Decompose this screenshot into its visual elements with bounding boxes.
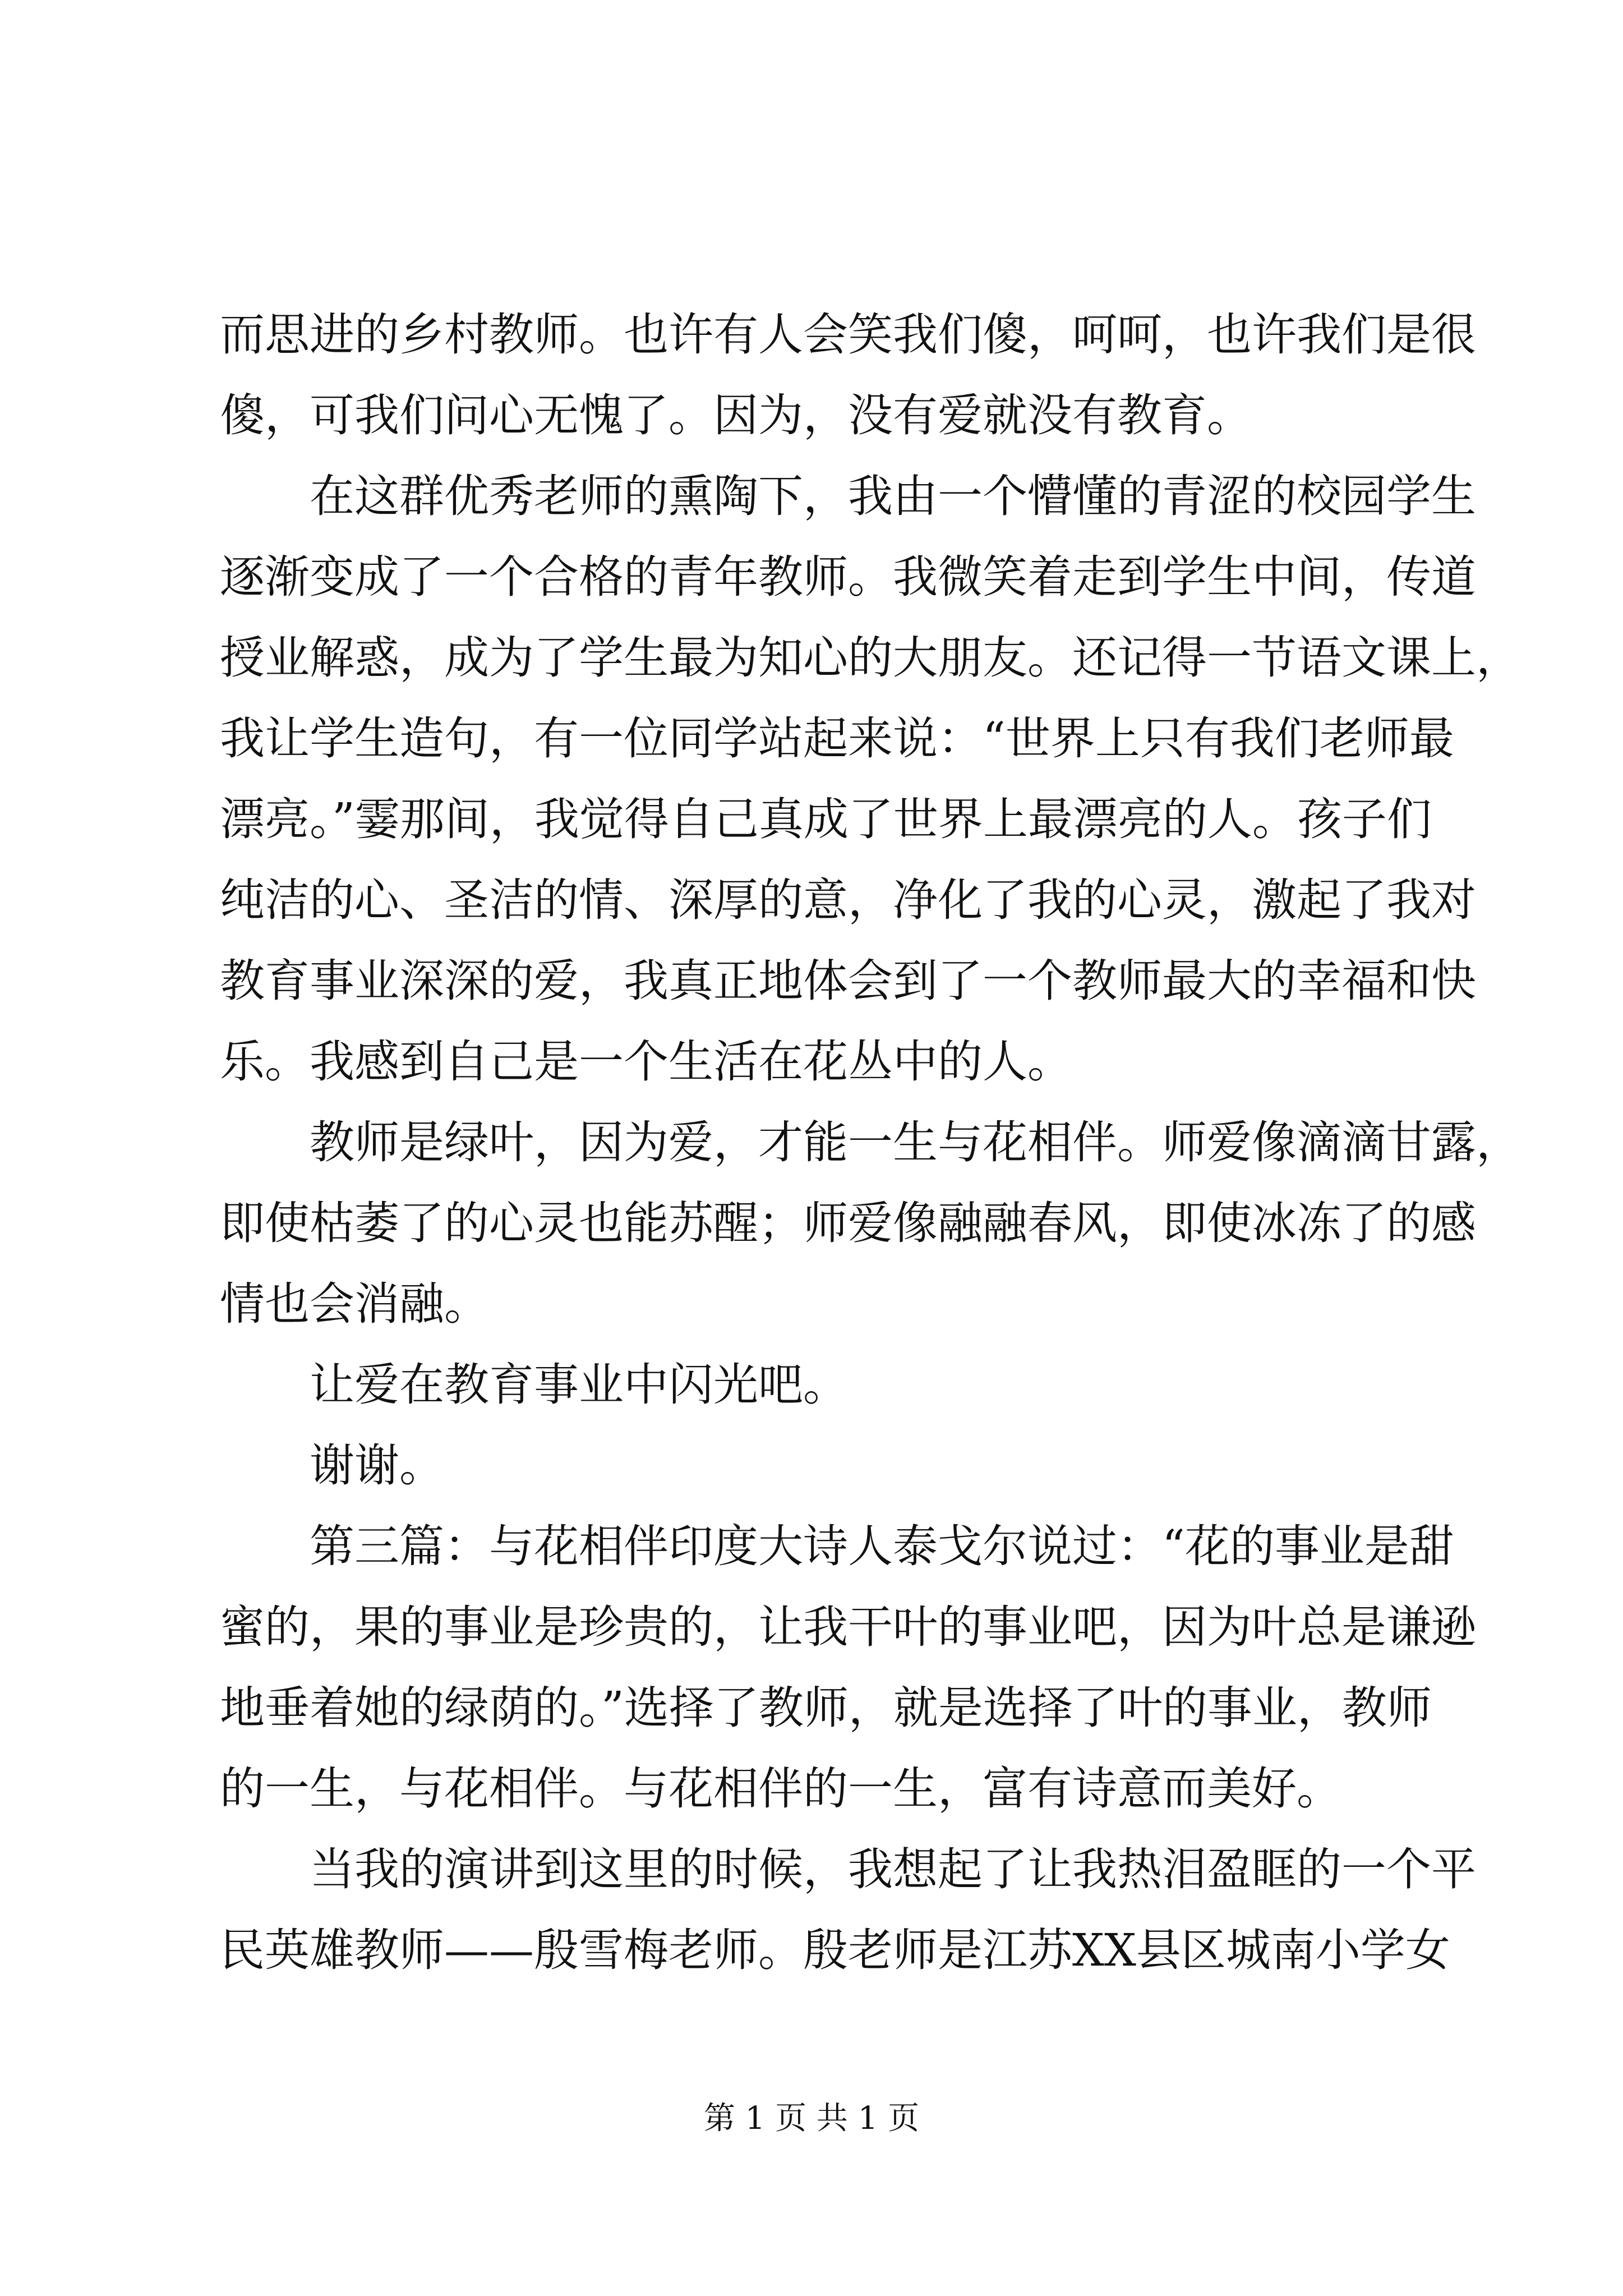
paragraph-5-line-1: 谢谢。: [310, 1439, 444, 1492]
paragraph-4-line-1: 让爱在教育事业中闪光吧。: [310, 1359, 848, 1411]
paragraph-2-line-4: 我让学生造句，有一位同学站起来说：“世界上只有我们老师最: [220, 712, 1454, 765]
paragraph-2-line-2: 逐渐变成了一个合格的青年教师。我微笑着走到学生中间，传道: [220, 551, 1476, 603]
paragraph-2-line-5: 漂亮。”霎那间，我觉得自己真成了世界上最漂亮的人。孩子们: [220, 793, 1432, 845]
paragraph-7-line-2: 民英雄教师——殷雪梅老师。殷老师是江苏XX县区城南小学女: [220, 1924, 1450, 1976]
paragraph-2-line-1: 在这群优秀老师的熏陶下，我由一个懵懂的青涩的校园学生: [310, 470, 1476, 522]
paragraph-7-line-1: 当我的演讲到这里的时候，我想起了让我热泪盈眶的一个平: [310, 1843, 1476, 1895]
paragraph-6-line-4: 的一生，与花相伴。与花相伴的一生，富有诗意而美好。: [220, 1763, 1341, 1815]
paragraph-1-line-2: 傻，可我们问心无愧了。因为，没有爱就没有教育。: [220, 389, 1252, 441]
paragraph-3-line-1: 教师是绿叶，因为爱，才能一生与花相伴。师爱像滴滴甘露，: [310, 1116, 1521, 1168]
page-number-footer: 第 1 页 共 1 页: [703, 2100, 920, 2137]
paragraph-2-line-7: 教育事业深深的爱，我真正地体会到了一个教师最大的幸福和快: [220, 955, 1476, 1007]
paragraph-2-line-8: 乐。我感到自己是一个生活在花丛中的人。: [220, 1036, 1072, 1088]
paragraph-2-line-3: 授业解惑，成为了学生最为知心的大朋友。还记得一节语文课上，: [220, 632, 1521, 684]
paragraph-6-line-1: 第三篇：与花相伴印度大诗人泰戈尔说过：“花的事业是甜: [310, 1520, 1454, 1572]
paragraph-2-line-6: 纯洁的心、圣洁的情、深厚的意，净化了我的心灵，激起了我对: [220, 874, 1476, 926]
paragraph-6-line-3: 地垂着她的绿荫的。”选择了教师，就是选择了叶的事业，教师: [220, 1682, 1432, 1734]
paragraph-3-line-3: 情也会消融。: [220, 1278, 489, 1330]
paragraph-1-line-1: 而思进的乡村教师。也许有人会笑我们傻，呵呵，也许我们是很: [220, 309, 1476, 361]
paragraph-3-line-2: 即使枯萎了的心灵也能苏醒；师爱像融融春风，即使冰冻了的感: [220, 1197, 1476, 1249]
paragraph-6-line-2: 蜜的，果的事业是珍贵的，让我干叶的事业吧，因为叶总是谦逊: [220, 1601, 1476, 1653]
